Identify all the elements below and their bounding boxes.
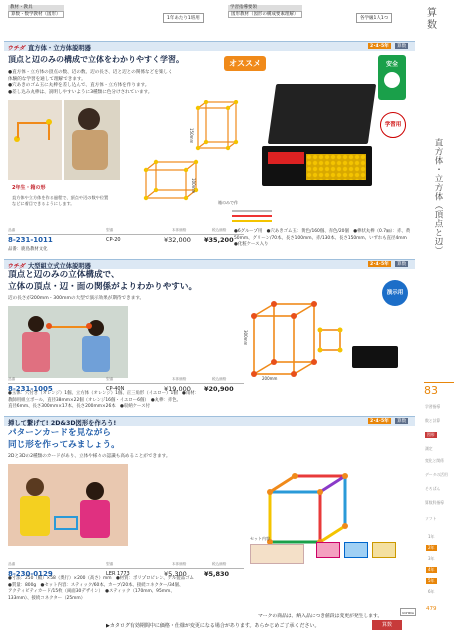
- sidebar-nav-1[interactable]: 数と計算: [425, 418, 441, 423]
- photo-caption: 2年生・箱の形: [12, 185, 46, 191]
- tax-price: ¥35,200: [204, 236, 234, 244]
- product-code: 8-230-0129: [8, 570, 53, 578]
- brand-logo: ウチダ: [7, 263, 25, 270]
- classroom-photo: [8, 306, 128, 378]
- sec3-heading: パターンカードを見ながら 同じ形を作ってみましょう。: [8, 428, 120, 450]
- base-price: ¥19,000: [164, 385, 191, 393]
- model-number: CP-40N: [106, 386, 125, 392]
- sec3-sub: 2Dと3Dの2種類のカードがあり、立体や様々の認識も高めることができます。: [8, 454, 171, 459]
- colorful-frame-diagram: [250, 462, 390, 552]
- sec3-specs: ●寸法：250（幅）×58（奥行）×200（高さ）mm ●材質：ポリプロピレン、ゲル製品ゴム ●質量：800g ●セット内容：スティック/60本、カーブ/20本、接続コネクター/34個、 アクティビティカード/15枚（両面30デザイン） ●スティック（170mm、95mm、 133mm）、接続コネクター（25mm）: [8, 576, 194, 601]
- product-line-1: 品番 型番 本体価格 税込価格 8-231-1011 CP-20 ¥32,000 ¥35,200: [8, 234, 244, 248]
- learning-use-icon: 学習用: [380, 112, 406, 138]
- sec2-specs: ●玉体：穴付き（オレンジ）1個、立方体（オレンジ）1個、正三角形（イエロー）1個 ●角材： 教師用組立ボール、直径38mm×22個（オレンジ16個・イエロー6個） ●丸棒：赤色、 直径6mm、長さ300mm×17本、長さ200mm×26本 ●収納ケース付: [8, 391, 200, 410]
- section-bar-2: [4, 259, 415, 269]
- product-photo-hands: [8, 100, 62, 180]
- tag-category-2: 学習指導要領 図形教材（図形の構成要素理解）: [228, 5, 302, 18]
- kids-playing-photo: [8, 464, 128, 546]
- sidebar-nav-4[interactable]: 変化と関係: [425, 458, 444, 463]
- sec1-caption: 直方体や立方体を作る過程で、頂点や辺の数や位置 などに着目できるようにします。: [12, 195, 109, 207]
- sidebar-nav-5[interactable]: データの活用: [425, 472, 448, 477]
- sec1-bullets: ●直方体・立方体の頂点の数、辺の数、辺の長さ、辺と辺との関係などを楽しく 体験的な学習を通して理解できます。 ●穴あきのゴム玉に丸棒を差し込んで、直方体・立方体を作ります。 ●差し込み丸棒は、説明しやすいように3種類に色分けされています。: [8, 70, 173, 95]
- section-bar-1: [4, 41, 415, 51]
- footer-tab: 算数: [372, 620, 402, 630]
- section-bar-3: [4, 416, 415, 426]
- dim-label-1: 150mm: [188, 128, 194, 144]
- sidebar-vertical-title: 直方体・立方体（頂点と辺）: [433, 138, 443, 255]
- footer-notice: ▶カタログ有効期間中に価格・仕様が変更になる場合があります。あらかじめご了承ください。: [106, 623, 320, 629]
- sec1-maker: 品番：鹿島教材文化: [8, 247, 48, 252]
- sidebar-nav-6[interactable]: そろばん: [425, 486, 441, 491]
- tax-price: ¥5,830: [204, 570, 230, 578]
- frame-case: [352, 346, 398, 368]
- grade-badge: 2･4･5年: [370, 419, 389, 424]
- product-title: 挿して繋げて! 2D&3D図形を作ろう!: [8, 420, 117, 427]
- grade-badge: 2･4･5年: [370, 44, 389, 49]
- demo-use-icon: 演示用: [382, 280, 408, 306]
- footer-mark-note: マークの商品は、納入品につき値段は変更が発生します。: [258, 614, 383, 619]
- dim-label-2: 100mm: [190, 178, 196, 194]
- sidebar-nav-2[interactable]: 図形: [427, 432, 435, 437]
- sidebar-title: 算数: [427, 8, 437, 31]
- dim-height: 300mm: [242, 330, 248, 346]
- tag-category-1: 教材・教具 算数・数学教材（図形）: [8, 5, 64, 18]
- sec2-sub: 辺の長さが200mm・300mmの大型で演示効果が期待できます。: [8, 296, 145, 301]
- product-code: 8-231-1011: [8, 236, 53, 244]
- large-frame-diagram: [240, 300, 350, 380]
- model-number: LER 1773: [106, 571, 130, 577]
- grade-4[interactable]: 4年: [428, 567, 435, 572]
- grade-1[interactable]: 1年: [428, 534, 435, 539]
- brand-logo: ウチダ: [7, 45, 25, 52]
- uchida-logo: UCHIDA: [400, 608, 416, 616]
- product-title: 大型組立式立体説明器: [28, 263, 91, 270]
- product-line-3: 品番 型番 本体価格 税込価格 8-230-0129 LER 1773 ¥5,300 ¥5,830: [8, 568, 244, 582]
- product-code: 8-231-1005: [8, 385, 53, 393]
- storage-case-body: [262, 146, 372, 186]
- storage-case-lid: [268, 84, 376, 144]
- grade-3[interactable]: 3年: [428, 556, 435, 561]
- subject-badge: 算数: [397, 44, 407, 49]
- sidebar-nav-0[interactable]: 学習指導: [425, 404, 441, 409]
- dim-width: 200mm: [262, 376, 278, 381]
- tax-price: ¥20,900: [204, 385, 234, 393]
- sec1-specs: ●6グループ用 ●穴あきゴム玉：黄色/160個、赤色/20個 ●棒状丸棒（0.7㎜）：赤、黄 50mm、グリーン/70本、長さ100mm、赤/130本、長さ150mm、いずれも直径4mm ●化粧ケース入り: [234, 229, 411, 248]
- page-number: 83: [424, 382, 454, 397]
- base-price: ¥5,300: [164, 570, 187, 578]
- sidebar-nav-8[interactable]: ソフト: [425, 516, 437, 521]
- activity-cards: [316, 542, 404, 562]
- product-title: 直方体・立方体説明器: [28, 45, 91, 52]
- sticks-bundle: [232, 206, 272, 226]
- grade-6[interactable]: 6年: [428, 589, 435, 594]
- base-price: ¥32,000: [164, 236, 191, 244]
- subject-badge: 算数: [397, 262, 407, 267]
- model-number: CP-20: [106, 237, 121, 243]
- safety-mark: 安全: [378, 55, 406, 100]
- grade-5[interactable]: 5年: [428, 578, 435, 583]
- product-line-2: 品番 型番 本体価格 税込価格 8-231-1005 CP-40N ¥19,000 ¥20,900: [8, 383, 244, 397]
- cube-diagram: [134, 100, 254, 210]
- sidebar-nav-7[interactable]: 算数科指導: [425, 500, 444, 505]
- set-contents-label: セット内容: [250, 536, 270, 541]
- sec1-heading: 頂点と辺のみの構成で立体をわかりやすく学習。: [8, 55, 184, 64]
- product-photo-child: [64, 100, 120, 180]
- tag-button-2: 各学級1人1つ: [356, 13, 392, 23]
- sidebar-nav-3[interactable]: 測定: [425, 446, 433, 451]
- grade-badge: 2･4･5年: [370, 262, 389, 267]
- dim-label-3: 箱のみで作: [218, 200, 238, 205]
- set-contents-image: [250, 544, 304, 564]
- tag-button-1: 1年あたり1班用: [163, 13, 204, 23]
- recommend-badge: オススメ: [224, 56, 266, 71]
- sec2-heading: 頂点と辺のみの立体構成で、 立体の頂点・辺・面の関係がよりわかりやすい。: [8, 270, 198, 292]
- sidebar-bottom-number: 479: [426, 606, 437, 612]
- subject-badge: 算数: [397, 419, 407, 424]
- grade-2[interactable]: 2年: [428, 545, 435, 550]
